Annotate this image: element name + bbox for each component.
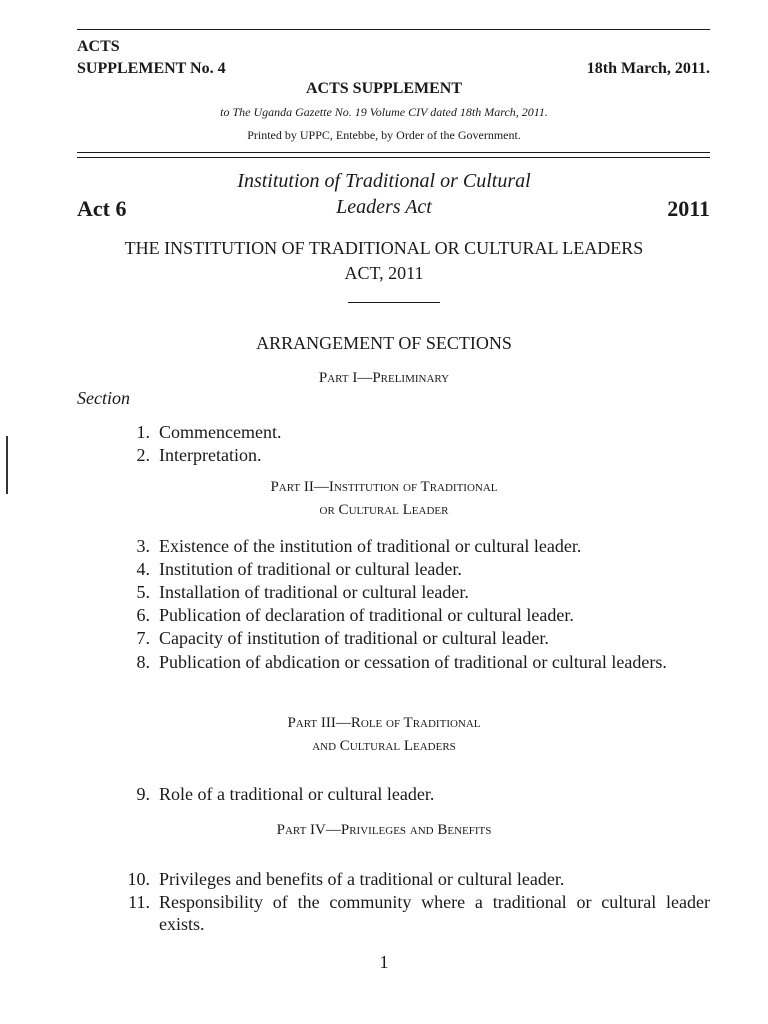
part-heading: Part III—Role of Traditional xyxy=(287,715,481,731)
section-number: 5. xyxy=(136,582,150,602)
part-heading: Part IV—Privileges and Benefits xyxy=(276,822,492,838)
section-title: Publication of declaration of traditional or cultural leader. xyxy=(159,605,574,625)
list-item xyxy=(108,421,710,443)
act-title-line-2: ACT, 2011 xyxy=(344,263,424,283)
list-item xyxy=(108,891,710,937)
section-number: 11. xyxy=(128,892,150,912)
part-heading: Part I—Preliminary xyxy=(318,370,450,386)
title-divider xyxy=(348,302,440,303)
section-number: 7. xyxy=(136,628,150,648)
list-item xyxy=(108,558,710,580)
arrangement-heading: ARRANGEMENT OF SECTIONS xyxy=(256,333,512,353)
top-rule xyxy=(77,29,710,30)
list-item xyxy=(108,651,710,697)
section-title: Institution of traditional or cultural leader. xyxy=(159,559,462,579)
part-heading: and Cultural Leaders xyxy=(312,738,456,754)
list-item xyxy=(108,581,710,603)
list-item xyxy=(108,535,710,557)
section-number: 6. xyxy=(136,605,150,625)
section-number: 2. xyxy=(136,445,150,465)
list-item xyxy=(108,783,710,805)
act-title-line-1: THE INSTITUTION OF TRADITIONAL OR CULTURAL LEADERS xyxy=(124,238,644,258)
part-heading: Part II—Institution of Traditional xyxy=(270,479,498,495)
section-title: Role of a traditional or cultural leader. xyxy=(159,784,435,804)
gazette-reference: to The Uganda Gazette No. 19 Volume CIV dated 18th March, 2011. xyxy=(220,105,548,119)
supplement-number: SUPPLEMENT No. 4 xyxy=(77,60,226,77)
section-title: Existence of the institution of traditional or cultural leader. xyxy=(159,536,582,556)
act-year: 2011 xyxy=(667,196,710,221)
printer-line: Printed by UPPC, Entebbe, by Order of the Government. xyxy=(247,128,521,142)
section-title: Privileges and benefits of a traditional or cultural leader. xyxy=(159,869,565,889)
act-number: Act 6 xyxy=(77,196,127,221)
list-item xyxy=(108,444,710,466)
section-title: Installation of traditional or cultural leader. xyxy=(159,582,469,602)
section-title: Publication of abdication or cessation of traditional or cultural leaders. xyxy=(159,652,667,672)
section-number: 1. xyxy=(136,422,150,442)
section-title: Responsibility of the community where a traditional or cultural leader exists. xyxy=(159,892,710,934)
short-title-line-1: Institution of Traditional or Cultural xyxy=(237,170,531,192)
acts-label: ACTS xyxy=(77,38,120,55)
list-item xyxy=(108,868,710,890)
list-item xyxy=(108,604,710,626)
section-title: Commencement. xyxy=(159,422,282,442)
section-number: 10. xyxy=(127,869,150,889)
list-item xyxy=(108,627,710,649)
section-title: Interpretation. xyxy=(159,445,262,465)
section-number: 8. xyxy=(136,652,150,672)
short-title-line-2: Leaders Act xyxy=(336,196,432,218)
page-number: 1 xyxy=(379,952,389,972)
section-number: 9. xyxy=(136,784,150,804)
header-double-rule-bottom xyxy=(77,157,710,158)
supplement-date: 18th March, 2011. xyxy=(586,60,710,77)
acts-supplement-title: ACTS SUPPLEMENT xyxy=(305,80,463,97)
section-title: Capacity of institution of traditional or cultural leader. xyxy=(159,628,549,648)
section-number: 4. xyxy=(136,559,150,579)
part-heading: or Cultural Leader xyxy=(319,502,449,518)
header-double-rule-top xyxy=(77,152,710,153)
section-column-label: Section xyxy=(77,388,130,408)
section-number: 3. xyxy=(136,536,150,556)
